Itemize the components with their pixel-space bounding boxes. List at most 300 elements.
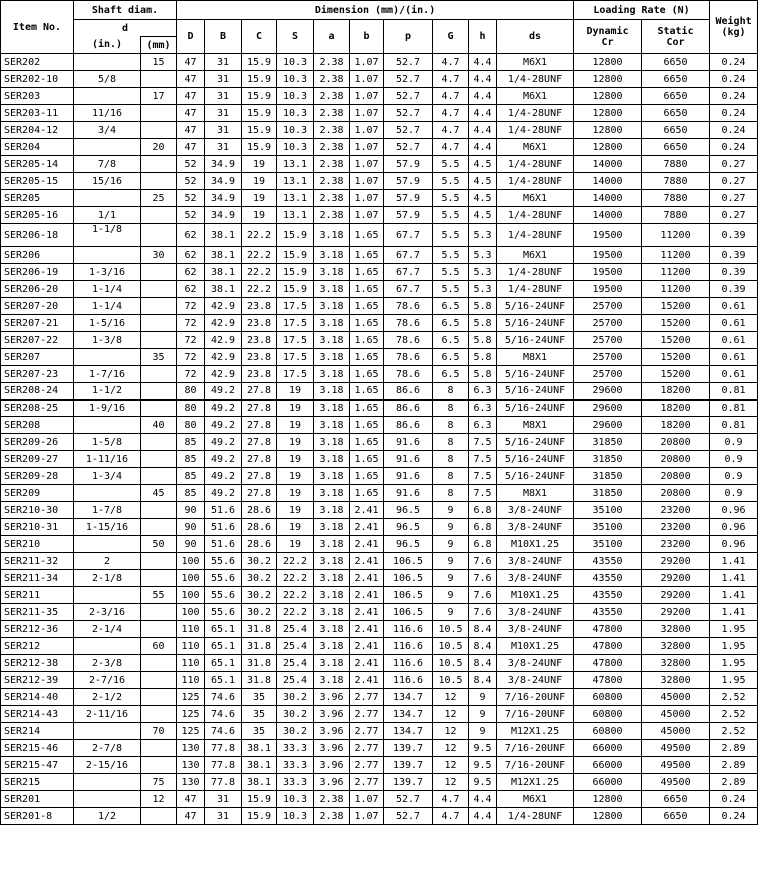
cell-dynamic-cr: 31850 — [574, 434, 642, 451]
cell-dim-S: 15.9 — [277, 224, 314, 247]
cell-shaft-in: 1-3/16 — [74, 264, 141, 281]
cell-dim-b: 2.41 — [350, 570, 384, 587]
cell-weight: 0.39 — [710, 224, 758, 247]
cell-dim-p: 96.5 — [384, 519, 433, 536]
cell-dim-a: 3.96 — [314, 774, 350, 791]
cell-dim-S: 22.2 — [277, 553, 314, 570]
cell-dim-D: 80 — [177, 400, 205, 417]
table-row — [1, 468, 758, 485]
cell-weight: 0.24 — [710, 105, 758, 122]
cell-dynamic-cr: 25700 — [574, 349, 642, 366]
col-header-S: S — [277, 20, 314, 54]
cell-weight: 1.95 — [710, 655, 758, 672]
table-row — [1, 553, 758, 570]
table-row — [1, 190, 758, 207]
cell-dim-G: 5.5 — [433, 190, 469, 207]
cell-dim-b: 2.77 — [350, 757, 384, 774]
cell-dim-a: 3.96 — [314, 740, 350, 757]
cell-dim-ds: 1/4-28UNF — [497, 224, 574, 247]
cell-dim-ds: M6X1 — [497, 88, 574, 105]
cell-shaft-in: 1-1/8 — [74, 224, 141, 247]
cell-dim-b: 2.77 — [350, 723, 384, 740]
cell-dim-G: 9 — [433, 519, 469, 536]
table-row — [1, 672, 758, 689]
cell-dim-C: 19 — [242, 156, 277, 173]
cell-dim-G: 5.5 — [433, 264, 469, 281]
cell-dim-h: 5.8 — [469, 298, 497, 315]
cell-dim-ds: M6X1 — [497, 190, 574, 207]
cell-dim-B: 51.6 — [205, 536, 242, 553]
cell-dim-h: 6.3 — [469, 383, 497, 400]
cell-static-cor: 45000 — [642, 706, 710, 723]
cell-dim-h: 7.5 — [469, 485, 497, 502]
cell-dim-S: 17.5 — [277, 315, 314, 332]
cell-dim-ds: 3/8-24UNF — [497, 570, 574, 587]
cell-dim-C: 30.2 — [242, 604, 277, 621]
cell-dim-C: 23.8 — [242, 366, 277, 383]
cell-static-cor: 23200 — [642, 502, 710, 519]
cell-dim-S: 19 — [277, 485, 314, 502]
cell-shaft-mm: 50 — [141, 536, 177, 553]
cell-shaft-in: 1-9/16 — [74, 400, 141, 417]
cell-shaft-mm — [141, 281, 177, 298]
cell-dim-h: 6.8 — [469, 536, 497, 553]
cell-dim-B: 55.6 — [205, 570, 242, 587]
cell-shaft-mm — [141, 570, 177, 587]
cell-static-cor: 7880 — [642, 156, 710, 173]
cell-dim-h: 5.3 — [469, 281, 497, 298]
table-row — [1, 224, 758, 247]
cell-static-cor: 6650 — [642, 122, 710, 139]
cell-shaft-mm — [141, 706, 177, 723]
cell-dim-h: 4.5 — [469, 173, 497, 190]
cell-dim-S: 17.5 — [277, 366, 314, 383]
cell-item-no: SER206-18 — [1, 224, 74, 247]
cell-dim-p: 57.9 — [384, 173, 433, 190]
cell-dim-a: 3.18 — [314, 655, 350, 672]
cell-dynamic-cr: 47800 — [574, 621, 642, 638]
cell-dim-h: 7.5 — [469, 434, 497, 451]
cell-dim-a: 3.96 — [314, 706, 350, 723]
cell-dim-ds: 1/4-28UNF — [497, 173, 574, 190]
cell-dim-b: 2.41 — [350, 672, 384, 689]
cell-shaft-mm: 40 — [141, 417, 177, 434]
cell-dim-a: 3.18 — [314, 434, 350, 451]
cell-dim-G: 5.5 — [433, 156, 469, 173]
cell-dim-D: 90 — [177, 519, 205, 536]
cell-dim-p: 96.5 — [384, 536, 433, 553]
cell-dim-p: 78.6 — [384, 332, 433, 349]
table-row — [1, 536, 758, 553]
cell-item-no: SER212-38 — [1, 655, 74, 672]
cell-shaft-in: 1-1/2 — [74, 383, 141, 400]
cell-dim-h: 6.3 — [469, 417, 497, 434]
cell-dim-b: 2.41 — [350, 638, 384, 655]
cell-dim-S: 13.1 — [277, 173, 314, 190]
cell-dim-B: 31 — [205, 122, 242, 139]
cell-static-cor: 45000 — [642, 723, 710, 740]
cell-dim-D: 62 — [177, 247, 205, 264]
cell-dim-C: 22.2 — [242, 247, 277, 264]
cell-dim-ds: M8X1 — [497, 417, 574, 434]
cell-dim-h: 6.8 — [469, 519, 497, 536]
cell-dim-B: 42.9 — [205, 332, 242, 349]
cell-item-no: SER215 — [1, 774, 74, 791]
cell-shaft-mm: 15 — [141, 54, 177, 71]
cell-static-cor: 29200 — [642, 553, 710, 570]
table-row — [1, 264, 758, 281]
cell-static-cor: 20800 — [642, 434, 710, 451]
cell-dim-ds: 3/8-24UNF — [497, 672, 574, 689]
cell-dim-G: 6.5 — [433, 349, 469, 366]
cell-static-cor: 20800 — [642, 468, 710, 485]
cell-dim-b: 1.65 — [350, 451, 384, 468]
cell-shaft-mm: 45 — [141, 485, 177, 502]
shaft-d-header: d — [74, 20, 177, 37]
cell-dim-S: 19 — [277, 468, 314, 485]
cell-dim-ds: M10X1.25 — [497, 536, 574, 553]
cell-dim-C: 27.8 — [242, 400, 277, 417]
cell-dim-p: 86.6 — [384, 400, 433, 417]
cell-dim-B: 42.9 — [205, 349, 242, 366]
cell-dim-b: 1.65 — [350, 485, 384, 502]
cell-shaft-mm — [141, 757, 177, 774]
cell-dim-C: 27.8 — [242, 383, 277, 400]
cell-static-cor: 7880 — [642, 207, 710, 224]
cell-dim-b: 2.41 — [350, 536, 384, 553]
cell-dim-a: 3.18 — [314, 638, 350, 655]
cell-static-cor: 6650 — [642, 791, 710, 808]
cell-dim-ds: 5/16-24UNF — [497, 366, 574, 383]
cell-static-cor: 15200 — [642, 349, 710, 366]
cell-item-no: SER209-26 — [1, 434, 74, 451]
cell-dynamic-cr: 29600 — [574, 400, 642, 417]
cell-weight: 0.27 — [710, 173, 758, 190]
cell-weight: 1.95 — [710, 672, 758, 689]
cell-dim-b: 1.65 — [350, 224, 384, 247]
cell-dim-b: 1.65 — [350, 315, 384, 332]
table-row — [1, 383, 758, 400]
table-row — [1, 207, 758, 224]
cell-dynamic-cr: 43550 — [574, 570, 642, 587]
cell-dim-C: 23.8 — [242, 298, 277, 315]
cell-dim-S: 15.9 — [277, 281, 314, 298]
cell-dim-b: 1.07 — [350, 156, 384, 173]
cell-shaft-in: 7/8 — [74, 156, 141, 173]
cell-dim-a: 3.18 — [314, 621, 350, 638]
cell-dynamic-cr: 29600 — [574, 417, 642, 434]
cell-dim-b: 1.65 — [350, 281, 384, 298]
cell-dim-h: 8.4 — [469, 672, 497, 689]
cell-static-cor: 49500 — [642, 774, 710, 791]
cell-dim-S: 10.3 — [277, 88, 314, 105]
cell-dim-b: 1.65 — [350, 468, 384, 485]
cell-item-no: SER208-24 — [1, 383, 74, 400]
cell-dim-h: 4.4 — [469, 808, 497, 825]
cell-dim-a: 2.38 — [314, 122, 350, 139]
cell-dim-S: 30.2 — [277, 706, 314, 723]
cell-static-cor: 20800 — [642, 451, 710, 468]
cell-dim-B: 74.6 — [205, 706, 242, 723]
cell-dynamic-cr: 66000 — [574, 757, 642, 774]
cell-dim-C: 22.2 — [242, 264, 277, 281]
cell-dim-a: 3.18 — [314, 570, 350, 587]
cell-item-no: SER211 — [1, 587, 74, 604]
cell-dynamic-cr: 66000 — [574, 774, 642, 791]
cell-dynamic-cr: 12800 — [574, 105, 642, 122]
cell-dim-B: 55.6 — [205, 553, 242, 570]
shaft-diam-header: Shaft diam. — [74, 1, 177, 20]
cell-dim-S: 19 — [277, 519, 314, 536]
cell-shaft-mm — [141, 621, 177, 638]
cell-dim-B: 34.9 — [205, 190, 242, 207]
table-row — [1, 706, 758, 723]
cell-dim-G: 8 — [433, 417, 469, 434]
cell-dim-p: 139.7 — [384, 757, 433, 774]
cell-dim-ds: 7/16-20UNF — [497, 757, 574, 774]
cell-dim-D: 72 — [177, 298, 205, 315]
table-row — [1, 485, 758, 502]
cell-dim-b: 2.41 — [350, 621, 384, 638]
cell-weight: 0.96 — [710, 519, 758, 536]
cell-dynamic-cr: 19500 — [574, 247, 642, 264]
cell-dim-h: 9 — [469, 689, 497, 706]
cell-dim-B: 49.2 — [205, 434, 242, 451]
cell-dim-G: 5.5 — [433, 173, 469, 190]
cell-shaft-in — [74, 774, 141, 791]
cell-static-cor: 6650 — [642, 54, 710, 71]
cell-dim-b: 1.07 — [350, 88, 384, 105]
cell-dim-h: 7.6 — [469, 570, 497, 587]
cell-dim-G: 9 — [433, 604, 469, 621]
cell-item-no: SER209-27 — [1, 451, 74, 468]
cell-dim-C: 23.8 — [242, 315, 277, 332]
cell-dim-C: 15.9 — [242, 54, 277, 71]
cell-dim-h: 9.5 — [469, 757, 497, 774]
cell-dim-p: 52.7 — [384, 54, 433, 71]
cell-dim-D: 80 — [177, 383, 205, 400]
cell-dim-S: 30.2 — [277, 689, 314, 706]
table-row — [1, 281, 758, 298]
cell-dim-a: 3.18 — [314, 366, 350, 383]
cell-dim-D: 85 — [177, 468, 205, 485]
cell-shaft-in — [74, 723, 141, 740]
cell-static-cor: 7880 — [642, 190, 710, 207]
cell-dim-D: 110 — [177, 655, 205, 672]
cell-static-cor: 6650 — [642, 808, 710, 825]
cell-dim-p: 86.6 — [384, 383, 433, 400]
cell-item-no: SER205-16 — [1, 207, 74, 224]
cell-dim-h: 4.4 — [469, 105, 497, 122]
cell-item-no: SER208-25 — [1, 400, 74, 417]
cell-shaft-in: 2 — [74, 553, 141, 570]
cell-dim-b: 1.07 — [350, 791, 384, 808]
cell-dim-C: 28.6 — [242, 519, 277, 536]
item-no-header: Item No. — [1, 1, 74, 54]
cell-weight: 0.24 — [710, 88, 758, 105]
cell-item-no: SER211-34 — [1, 570, 74, 587]
cell-dim-ds: 5/16-24UNF — [497, 315, 574, 332]
cell-dynamic-cr: 60800 — [574, 723, 642, 740]
cell-dynamic-cr: 19500 — [574, 224, 642, 247]
cell-dim-ds: M6X1 — [497, 247, 574, 264]
cell-static-cor: 18200 — [642, 400, 710, 417]
cell-dim-S: 25.4 — [277, 655, 314, 672]
cell-weight: 0.39 — [710, 281, 758, 298]
cell-dim-ds: M8X1 — [497, 349, 574, 366]
cell-dim-p: 52.7 — [384, 105, 433, 122]
cell-dim-a: 2.38 — [314, 791, 350, 808]
cell-shaft-mm — [141, 105, 177, 122]
cell-static-cor: 49500 — [642, 757, 710, 774]
cell-shaft-in: 2-3/8 — [74, 655, 141, 672]
cell-dim-S: 10.3 — [277, 105, 314, 122]
cell-dim-h: 6.3 — [469, 400, 497, 417]
cell-item-no: SER215-46 — [1, 740, 74, 757]
cell-dynamic-cr: 12800 — [574, 139, 642, 156]
cell-dim-D: 110 — [177, 638, 205, 655]
table-row — [1, 417, 758, 434]
col-header-ds: ds — [497, 20, 574, 54]
cell-dim-B: 42.9 — [205, 298, 242, 315]
cell-dim-p: 78.6 — [384, 349, 433, 366]
cell-dynamic-cr: 25700 — [574, 298, 642, 315]
cell-dim-h: 5.8 — [469, 366, 497, 383]
cell-item-no: SER215-47 — [1, 757, 74, 774]
cell-dim-S: 30.2 — [277, 723, 314, 740]
cell-dim-C: 27.8 — [242, 434, 277, 451]
cell-dim-ds: 1/4-28UNF — [497, 122, 574, 139]
cell-shaft-in — [74, 349, 141, 366]
cell-dim-D: 85 — [177, 485, 205, 502]
cell-dim-G: 5.5 — [433, 247, 469, 264]
cell-dim-ds: 7/16-20UNF — [497, 706, 574, 723]
cell-dim-B: 31 — [205, 54, 242, 71]
cell-dim-a: 2.38 — [314, 173, 350, 190]
cell-dim-D: 90 — [177, 502, 205, 519]
cell-shaft-mm — [141, 740, 177, 757]
cell-dim-b: 1.65 — [350, 434, 384, 451]
cell-dim-b: 1.65 — [350, 383, 384, 400]
cell-weight: 0.81 — [710, 383, 758, 400]
cell-static-cor: 18200 — [642, 383, 710, 400]
cell-item-no: SER209 — [1, 485, 74, 502]
table-row — [1, 502, 758, 519]
cell-dim-C: 19 — [242, 207, 277, 224]
cell-dim-a: 3.18 — [314, 247, 350, 264]
cell-dim-D: 47 — [177, 791, 205, 808]
table-row — [1, 434, 758, 451]
cell-dim-C: 30.2 — [242, 587, 277, 604]
cell-dim-C: 28.6 — [242, 536, 277, 553]
cell-dynamic-cr: 35100 — [574, 536, 642, 553]
cell-dynamic-cr: 14000 — [574, 173, 642, 190]
cell-dim-S: 10.3 — [277, 71, 314, 88]
cell-static-cor: 11200 — [642, 281, 710, 298]
cell-item-no: SER202-10 — [1, 71, 74, 88]
cell-weight: 0.61 — [710, 298, 758, 315]
cell-dynamic-cr: 25700 — [574, 366, 642, 383]
cell-weight: 0.24 — [710, 808, 758, 825]
cell-static-cor: 6650 — [642, 139, 710, 156]
cell-dim-b: 1.65 — [350, 247, 384, 264]
cell-static-cor: 6650 — [642, 88, 710, 105]
cell-shaft-in: 11/16 — [74, 105, 141, 122]
cell-weight: 0.39 — [710, 247, 758, 264]
cell-dim-p: 116.6 — [384, 672, 433, 689]
cell-dim-p: 67.7 — [384, 224, 433, 247]
shaft-in-header: (in.) — [74, 37, 141, 54]
cell-dim-G: 4.7 — [433, 808, 469, 825]
cell-dim-p: 106.5 — [384, 553, 433, 570]
cell-dim-p: 78.6 — [384, 298, 433, 315]
cell-dim-p: 67.7 — [384, 264, 433, 281]
cell-shaft-mm: 25 — [141, 190, 177, 207]
cell-dim-h: 9.5 — [469, 774, 497, 791]
cell-dim-G: 12 — [433, 706, 469, 723]
weight-header: Weight (kg) — [710, 1, 758, 54]
cell-dim-b: 1.07 — [350, 139, 384, 156]
cell-dim-ds: 1/4-28UNF — [497, 281, 574, 298]
cell-static-cor: 15200 — [642, 366, 710, 383]
cell-dim-G: 4.7 — [433, 88, 469, 105]
cell-shaft-in: 1/1 — [74, 207, 141, 224]
cell-dim-G: 4.7 — [433, 791, 469, 808]
cell-dim-p: 139.7 — [384, 774, 433, 791]
cell-item-no: SER211-35 — [1, 604, 74, 621]
cell-static-cor: 29200 — [642, 587, 710, 604]
cell-dim-a: 3.18 — [314, 349, 350, 366]
cell-shaft-in — [74, 485, 141, 502]
cell-dim-S: 10.3 — [277, 808, 314, 825]
cell-dim-B: 38.1 — [205, 281, 242, 298]
cell-dim-G: 8 — [433, 468, 469, 485]
cell-dim-a: 3.18 — [314, 264, 350, 281]
cell-dim-B: 51.6 — [205, 502, 242, 519]
cell-static-cor: 15200 — [642, 298, 710, 315]
cell-item-no: SER204 — [1, 139, 74, 156]
cell-static-cor: 15200 — [642, 332, 710, 349]
cell-dim-D: 47 — [177, 122, 205, 139]
cell-dim-B: 49.2 — [205, 383, 242, 400]
cell-dim-D: 62 — [177, 224, 205, 247]
cell-dim-b: 2.41 — [350, 655, 384, 672]
cell-dim-C: 27.8 — [242, 468, 277, 485]
cell-dim-h: 5.8 — [469, 332, 497, 349]
cell-dim-B: 31 — [205, 71, 242, 88]
cell-weight: 0.61 — [710, 366, 758, 383]
col-header-C: C — [242, 20, 277, 54]
cell-dim-G: 4.7 — [433, 122, 469, 139]
cell-shaft-in — [74, 88, 141, 105]
cell-dynamic-cr: 35100 — [574, 519, 642, 536]
table-row — [1, 519, 758, 536]
cell-shaft-in — [74, 536, 141, 553]
cell-shaft-mm — [141, 173, 177, 190]
cell-dim-b: 2.41 — [350, 519, 384, 536]
cell-dim-D: 100 — [177, 587, 205, 604]
cell-static-cor: 11200 — [642, 264, 710, 281]
cell-dynamic-cr: 60800 — [574, 689, 642, 706]
cell-dim-p: 91.6 — [384, 485, 433, 502]
cell-static-cor: 29200 — [642, 570, 710, 587]
cell-dim-G: 12 — [433, 757, 469, 774]
table-row — [1, 638, 758, 655]
cell-dim-B: 38.1 — [205, 247, 242, 264]
cell-dim-b: 1.07 — [350, 105, 384, 122]
table-row — [1, 315, 758, 332]
cell-dim-D: 100 — [177, 604, 205, 621]
